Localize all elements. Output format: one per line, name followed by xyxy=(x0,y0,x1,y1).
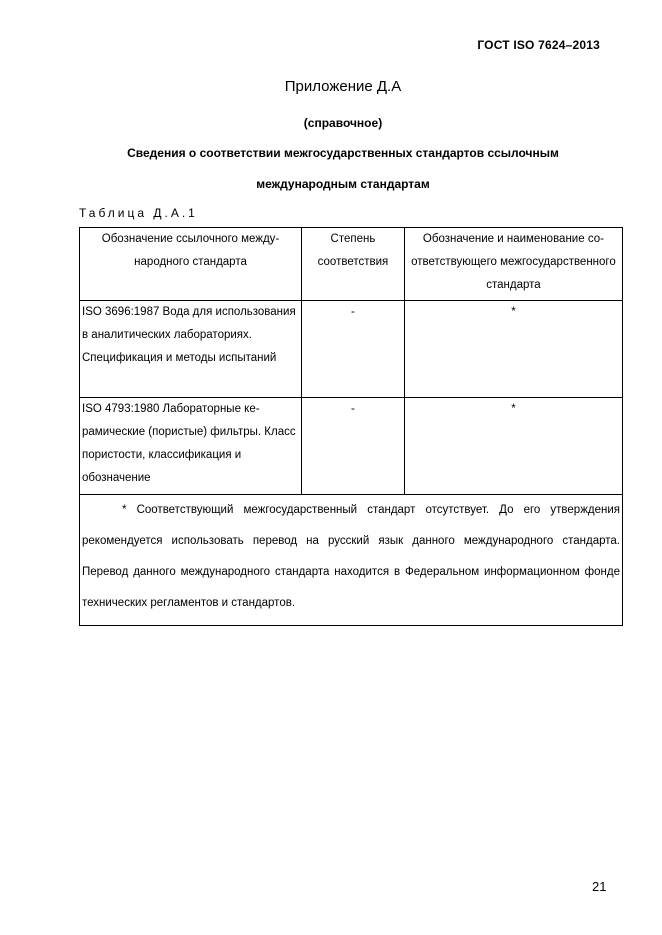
table-row xyxy=(80,301,623,398)
table-row xyxy=(80,398,623,495)
heading-line-2: международным стандартам xyxy=(256,177,430,191)
row-national-standard: * xyxy=(404,398,622,495)
table-caption: Таблица Д.А.1 xyxy=(79,206,198,220)
table-footnote: * Соответствующий межгосударственный стандарт отсутствует. До его утверждения рекомендуется использовать перевод на русский язык данного международного стандарта. Перевод данного международного стандарта находится в Федеральном информационном фонде технических регламентов и стандартов. xyxy=(82,504,620,609)
standard-code: ГОСТ ISO 7624–2013 xyxy=(477,38,600,52)
page-number: 21 xyxy=(592,879,607,894)
row-degree: - xyxy=(302,398,405,495)
header-national-standard: Обозначение и наименование соответствующего межгосударственного стандарта xyxy=(404,228,622,301)
header-degree-of-conformity: Степень соответствия xyxy=(302,228,405,301)
row-national-standard: * xyxy=(404,301,622,398)
correspondence-table xyxy=(79,227,623,626)
header-reference-standard: Обозначение ссылочного международного стандарта xyxy=(80,228,302,301)
appendix-title: Приложение Д.А xyxy=(284,78,402,95)
row-reference-standard: ISO 3696:1987 Вода для использования в аналитических лабораториях. Спецификация и методы испытаний xyxy=(80,301,302,398)
heading-line-1: Сведения о соответствии межгосударственных стандартов ссылочным xyxy=(127,146,559,160)
table-footnote-cell xyxy=(80,495,623,626)
table-footnote-row xyxy=(80,495,623,626)
appendix-note: (справочное) xyxy=(303,116,383,130)
row-reference-standard: ISO 4793:1980 Лабораторные керамические (пористые) фильтры. Класс пористости, классификация и обозначение xyxy=(80,398,302,495)
row-degree: - xyxy=(302,301,405,398)
table-header-row xyxy=(80,228,623,301)
